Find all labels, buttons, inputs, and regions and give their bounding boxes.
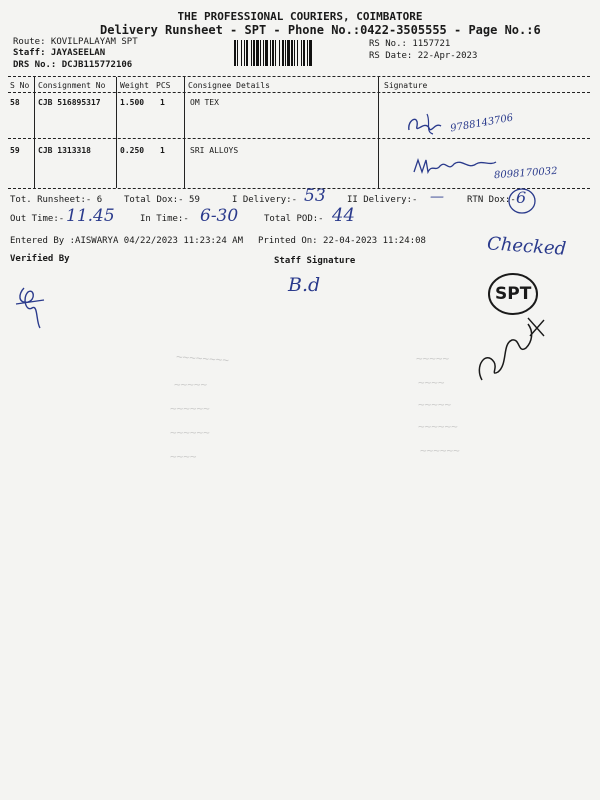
table-row-consignee: OM TEX xyxy=(190,98,219,107)
barcode-bar xyxy=(251,40,252,66)
col-divider xyxy=(378,77,379,188)
bleed-through-text: ~~~~~~ xyxy=(420,444,460,457)
receiver-phone-2: 8098170032 xyxy=(493,165,558,182)
barcode-bar xyxy=(291,40,293,66)
route-label: Route: KOVILPALAYAM SPT xyxy=(13,37,138,47)
barcode-bar xyxy=(279,40,280,66)
bleed-through-text: ~~~~~~ xyxy=(170,426,210,439)
barcode-bar xyxy=(256,40,259,66)
table-row-sno: 59 xyxy=(10,146,20,155)
rs-number: RS No.: 1157721 xyxy=(369,39,451,49)
bleed-through-text: ~~~~~~ xyxy=(418,420,458,433)
out-time-value: 11.45 xyxy=(66,206,115,226)
printed-on: Printed On: 22-04-2023 11:24:08 xyxy=(258,236,426,246)
runsheet-subtitle: Delivery Runsheet - SPT - Phone No.:0422-3505555 - Page No.:6 xyxy=(100,23,541,37)
col-divider xyxy=(184,77,185,188)
staff-signature-label: Staff Signature xyxy=(274,256,356,266)
in-time-label: In Time:- xyxy=(140,214,189,224)
barcode-bar xyxy=(234,40,236,66)
barcode-bar xyxy=(294,40,295,66)
barcode-bar xyxy=(282,40,284,66)
barcode-bar xyxy=(265,40,268,66)
barcode-bar xyxy=(263,40,264,66)
table-top-border xyxy=(8,76,590,77)
receiver-signature-2 xyxy=(412,154,498,180)
barcode-bar xyxy=(246,40,248,66)
col-header-sno: S No xyxy=(10,81,30,90)
barcode-bar xyxy=(253,40,255,66)
row-divider xyxy=(8,138,590,139)
barcode-bar xyxy=(287,40,290,66)
barcode-bar xyxy=(272,40,274,66)
table-header-border xyxy=(8,92,590,93)
total-pod-label: Total POD:- xyxy=(264,214,324,224)
ii-delivery-value: — xyxy=(430,189,444,205)
entered-by: Entered By :AISWARYA 04/22/2023 11:23:24 AM xyxy=(10,236,243,246)
barcode-bar xyxy=(260,40,261,66)
barcode-bar xyxy=(307,40,308,66)
bleed-through-text: ~~~~~ xyxy=(416,352,450,365)
table-row-sno: 58 xyxy=(10,98,20,107)
i-delivery-label: I Delivery:- xyxy=(232,195,298,205)
bleed-through-text: ~~~~~ xyxy=(174,378,208,391)
col-header-consignee: Consignee Details xyxy=(188,81,270,90)
table-bottom-border xyxy=(8,188,590,189)
spt-stamp-text: SPT xyxy=(495,284,532,304)
table-row-consignment: CJB 1313318 xyxy=(38,146,91,155)
barcode-bar xyxy=(244,40,245,66)
barcode-bar xyxy=(297,40,298,66)
checked-note: Checked xyxy=(486,233,567,260)
verifier-signature xyxy=(14,282,50,332)
drs-number: DRS No.: DCJB115772106 xyxy=(13,60,133,70)
total-dox: Total Dox:- 59 xyxy=(124,195,200,205)
bleed-through-text: ~~~~ xyxy=(418,376,445,389)
table-row-consignment: CJB 516895317 xyxy=(38,98,101,107)
barcode xyxy=(234,40,360,66)
col-header-pcs: PCS xyxy=(156,81,171,90)
barcode-bar xyxy=(241,40,242,66)
table-row-weight: 1.500 xyxy=(120,98,145,107)
table-row-pcs: 1 xyxy=(160,146,165,155)
barcode-bar xyxy=(301,40,302,66)
rs-date: RS Date: 22-Apr-2023 xyxy=(369,51,478,61)
barcode-bar xyxy=(285,40,286,66)
in-time-value: 6-30 xyxy=(200,206,239,226)
bleed-through-text: ~~~~ xyxy=(170,450,197,463)
receiver-signature-1 xyxy=(405,112,445,138)
company-title: THE PROFESSIONAL COURIERS, COIMBATORE xyxy=(177,10,423,23)
barcode-bar xyxy=(275,40,276,66)
receiver-phone-1: 9788143706 xyxy=(449,112,515,135)
total-pod-value: 44 xyxy=(332,205,355,226)
bleed-through-text: ~~~~~~~~ xyxy=(175,350,230,367)
bleed-through-text: ~~~~~ xyxy=(418,398,452,411)
col-header-consignment: Consignment No xyxy=(38,81,106,90)
rtn-dox-label: RTN Dox:- xyxy=(467,195,516,205)
i-delivery-value: 53 xyxy=(304,186,326,206)
table-row-pcs: 1 xyxy=(160,98,165,107)
bleed-through-text: ~~~~~~ xyxy=(170,402,210,415)
col-header-signature: Signature xyxy=(384,81,428,90)
tot-runsheet: Tot. Runsheet:- 6 xyxy=(10,195,103,205)
table-row-consignee: SRI ALLOYS xyxy=(190,146,239,155)
col-divider xyxy=(116,77,117,188)
barcode-bar xyxy=(237,40,238,66)
col-divider xyxy=(34,77,35,188)
col-header-weight: Weight xyxy=(120,81,149,90)
table-row-weight: 0.250 xyxy=(120,146,145,155)
staff-initials: B.d xyxy=(288,274,321,296)
ii-delivery-label: II Delivery:- xyxy=(347,195,418,205)
stamp-signature xyxy=(468,310,548,390)
rtn-dox-value: 6 xyxy=(516,188,527,207)
barcode-bar xyxy=(309,40,312,66)
staff-label: Staff: JAYASEELAN xyxy=(13,48,106,58)
barcode-bar xyxy=(303,40,305,66)
barcode-bar xyxy=(270,40,271,66)
verified-by-label: Verified By xyxy=(10,254,70,264)
out-time-label: Out Time:- xyxy=(10,214,65,224)
